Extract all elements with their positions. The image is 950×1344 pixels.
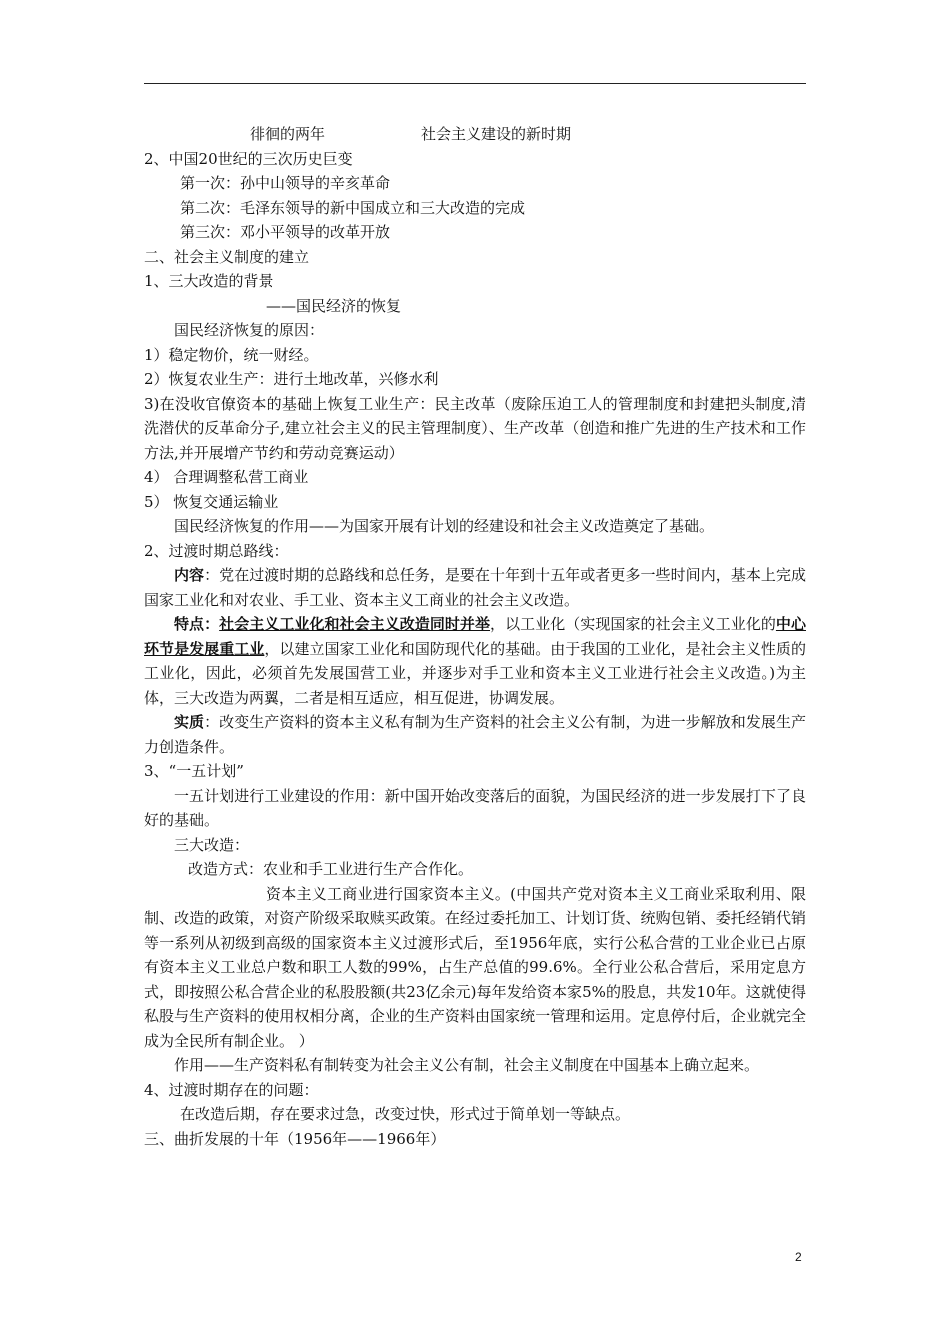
section-heading-2: 二、社会主义制度的建立 (144, 247, 310, 266)
state-capitalism-paragraph: 资本主义工商业进行国家资本主义。(中国共产党对资本主义工商业采取利用、限制、改造的政策，对资产阶级采取赎买政策。在经过委托加工、计划订货、统购包销、委托经销代销等一系列从初级到高级的国家资本主义过渡形式后，至1956年底，实行公私合营的工业企业已占原有资本主义工业总户数和职工人数的99%，占生产总值的99.6%。全行业公私合营后，采用定息方式，即按照公私合营企业的私股股额(共23亿余元)每年发给资本家5%的股息，共发10年。这就使得私股与生产资料的使用权相分离，企业的生产资料由国家统一管理和运用。定息停付后，企业就完全成为全民所有制企业。 ） (144, 884, 806, 1050)
features-emphasis-2: 中心环节是发展重工业 (144, 615, 806, 658)
transformation-method: 改造方式：农业和手工业进行生产合作化。 (188, 860, 474, 878)
content-text: ：党在过渡时期的总路线和总任务，是要在十年到十五年或者更多一些时间内，基本上完成国家工业化和对农业、手工业、资本主义工商业的社会主义改造。 (144, 566, 806, 609)
heading-transition-problems: 4、过渡时期存在的问题： (144, 1080, 319, 1099)
page-number: 2 (795, 1250, 802, 1264)
features-label: 特点： (174, 615, 220, 633)
heading-general-line: 2、过渡时期总路线： (144, 541, 289, 560)
content-label: 内容 (174, 566, 205, 584)
heading-2: 2、中国20世纪的三次历史巨变 (144, 149, 353, 168)
section-heading-3: 三、曲折发展的十年（1956年——1966年） (144, 1129, 446, 1148)
heading-five-year-plan: 3、“一五计划” (144, 762, 244, 780)
features-paragraph (144, 612, 806, 710)
features-emphasis: 社会主义工业化和社会主义改造同时并举 (219, 615, 491, 633)
reason-1: 1）稳定物价，统一财经。 (144, 345, 319, 364)
transformation-effect: 作用——生产资料私有制转变为社会主义公有制，社会主义制度在中国基本上确立起来。 (174, 1056, 760, 1074)
period-text-1: 徘徊的两年 (250, 125, 326, 143)
transition-problems-text: 在改造后期，存在要求过急，改变过快，形式过于简单划一等缺点。 (180, 1105, 631, 1123)
line-first: 第一次：孙中山领导的辛亥革命 (180, 174, 391, 192)
essence-paragraph (144, 710, 806, 759)
five-year-plan-effect: 一五计划进行工业建设的作用：新中国开始改变落后的面貌，为国民经济的进一步发展打下了良好的基础。 (144, 786, 806, 829)
essence-text: ：改变生产资料的资本主义私有制为生产资料的社会主义公有制，为进一步解放和发展生产力创造条件。 (144, 713, 806, 756)
features-text-1: ，以工业化（实现国家的社会主义工业化的 (490, 615, 776, 633)
period-text-2: 社会主义建设的新时期 (421, 125, 572, 143)
subheading-recovery: ——国民经济的恢复 (266, 296, 402, 315)
recovery-effect: 国民经济恢复的作用——为国家开展有计划的经建设和社会主义改造奠定了基础。 (174, 517, 715, 535)
recovery-reasons-label: 国民经济恢复的原因： (174, 321, 325, 339)
features-text-2: ，以建立国家工业化和国防现代化的基础。由于我国的工业化，是社会主义性质的工业化，因此，必须首先发展国营工业，并逐步对手工业和资本主义工业进行社会主义改造。)为主体，三大改造为两翼，二者是相互适应，相互促进，协调发展。 (144, 639, 806, 707)
reason-2: 2）恢复农业生产：进行土地改革，兴修水利 (144, 370, 439, 388)
reason-4: 4） 合理调整私营工商业 (144, 468, 309, 486)
line-periods (144, 122, 806, 147)
three-transformations-label: 三大改造： (174, 835, 250, 854)
essence-label: 实质 (174, 713, 205, 731)
reason-5: 5） 恢复交通运输业 (144, 492, 279, 511)
content-paragraph (144, 563, 806, 612)
reason-3: 3)在没收官僚资本的基础上恢复工业生产：民主改革（废除压迫工人的管理制度和封建把头制度,清洗潜伏的反革命分子,建立社会主义的民主管理制度）、生产改革（创造和推广先进的生产技术和工作方法,并开展增产节约和劳动竞赛运动） (144, 394, 806, 462)
line-third: 第三次：邓小平领导的改革开放 (180, 223, 391, 241)
document-body (144, 122, 806, 1151)
line-second: 第二次：毛泽东领导的新中国成立和三大改造的完成 (180, 198, 526, 217)
heading-1: 1、三大改造的背景 (144, 272, 274, 290)
header-rule (144, 83, 806, 84)
